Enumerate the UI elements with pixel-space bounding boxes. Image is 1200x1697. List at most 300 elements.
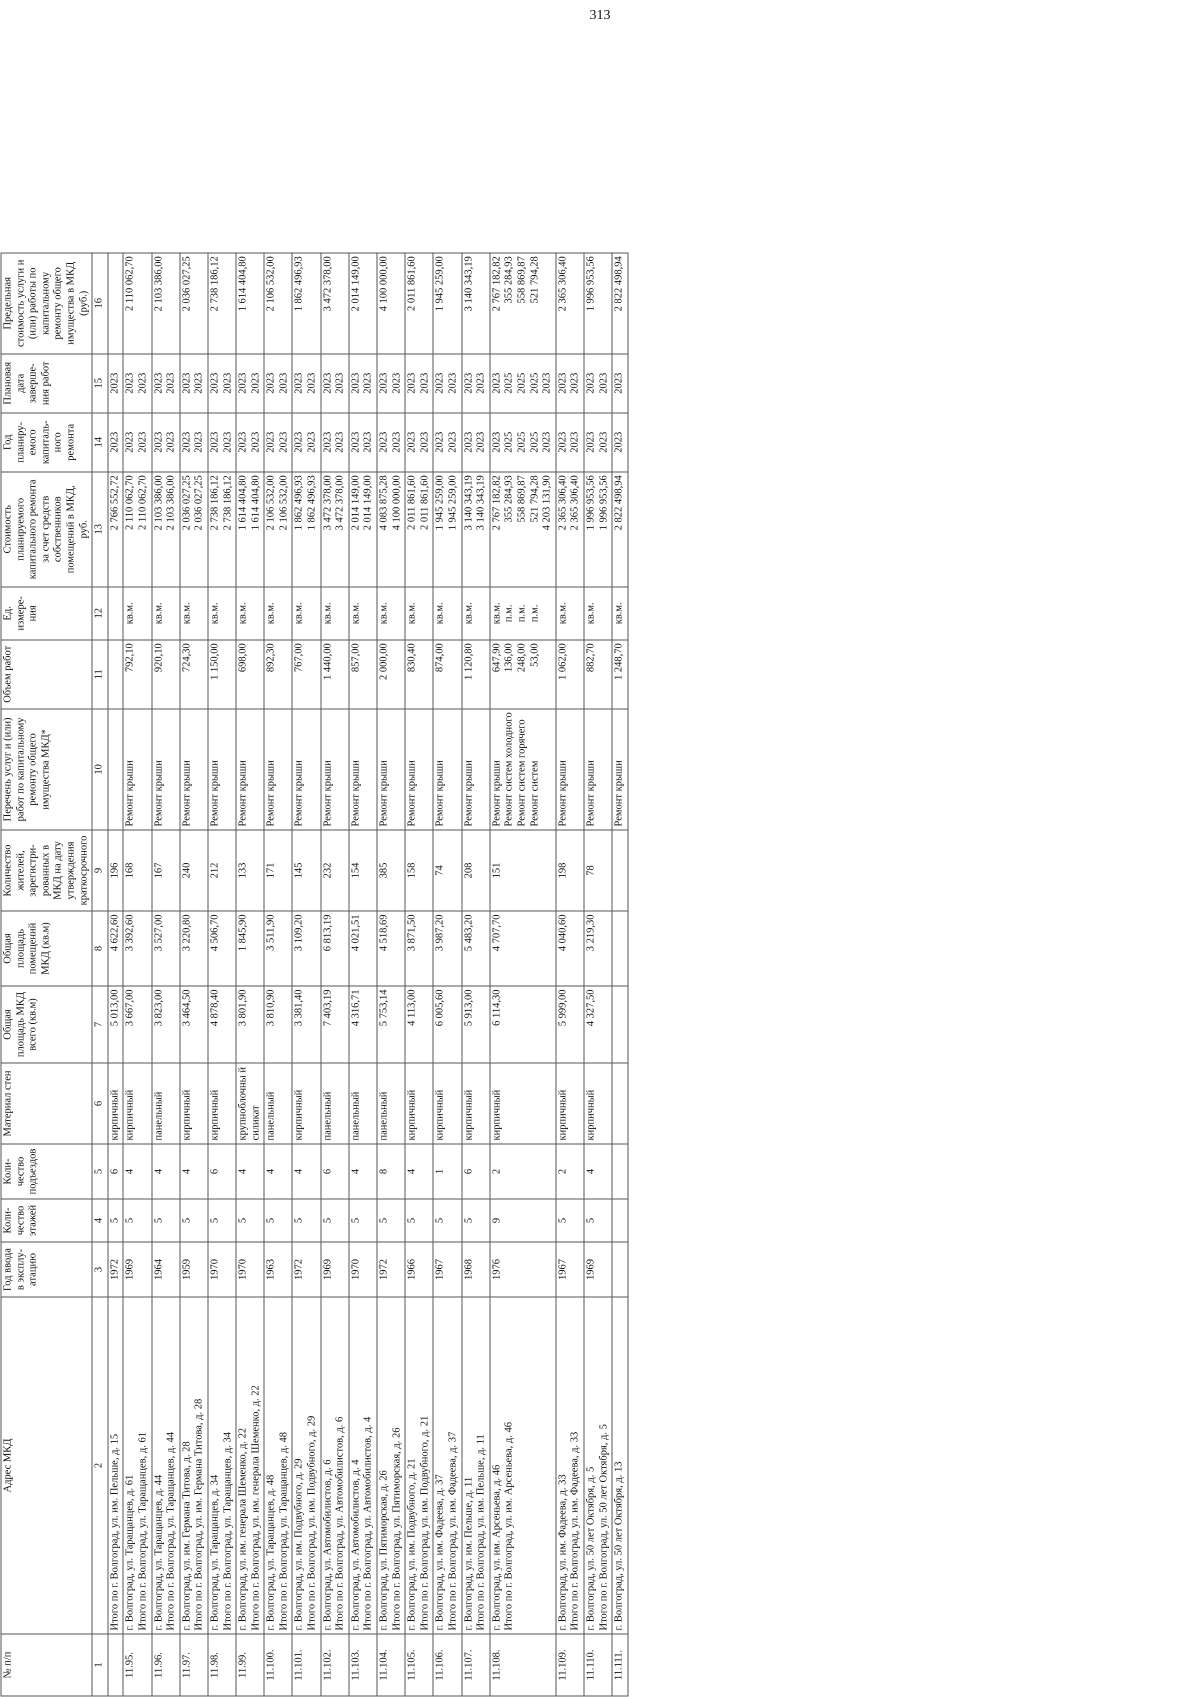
cost-limit: [321, 253, 349, 354]
column-header-15: Плановая дата заверше- ния работ: [1, 354, 92, 413]
unit: [490, 587, 556, 640]
floors: 5: [236, 1199, 264, 1242]
table-row: [556, 253, 584, 1696]
cost-limit-line: 355 284,93: [503, 256, 515, 304]
wall-material: панельный: [377, 1063, 405, 1144]
total-area: 3 381,40: [292, 986, 320, 1063]
work-volume-line: 1 150,00: [209, 643, 221, 681]
completion-year-line: 2023: [598, 372, 610, 394]
entrances: 6: [208, 1144, 236, 1199]
premises-area: 3 109,20: [292, 911, 320, 986]
cost-limit-line: 2 014 149,00: [350, 256, 362, 312]
works-list: [152, 709, 180, 830]
column-header-3: Год ввода в эксплу- атацию: [1, 1242, 92, 1297]
premises-area: 3 219,30: [584, 911, 612, 986]
table-row: [321, 253, 349, 1696]
unit: [612, 587, 628, 640]
completion-year-line: 2023: [109, 372, 121, 394]
completion-year-line: 2023: [250, 372, 262, 394]
cost-limit-line: 2 103 386,00: [153, 256, 165, 312]
address: [264, 1297, 292, 1634]
total-area: 3 801,90: [236, 986, 264, 1063]
table-row: [180, 253, 208, 1696]
column-number-15: 15: [92, 354, 108, 413]
address-total-line: Итого по г. Волгоград, ул. им. Арсеньева, д. 46: [503, 1422, 515, 1631]
total-area: 6 005,60: [433, 986, 461, 1063]
cost-limit: [349, 253, 377, 354]
premises-area: [612, 911, 628, 986]
column-header-1: № п/п: [1, 1634, 92, 1696]
unit: [180, 587, 208, 640]
floors: 9: [490, 1199, 556, 1242]
wall-material: панельный: [152, 1063, 180, 1144]
repair-year-line: 2023: [322, 431, 334, 453]
work-volume-line: 2 000,00: [378, 643, 390, 681]
wall-material: кирпичный: [556, 1063, 584, 1144]
completion-year-line: 2023: [293, 372, 305, 394]
row-number: 11.103.: [349, 1634, 377, 1696]
planned-cost-line: 3 140 343,19: [463, 475, 475, 531]
entrances: 4: [180, 1144, 208, 1199]
commission-year: [612, 1242, 628, 1297]
works-list-line: Ремонт крыши: [378, 760, 390, 827]
entrances: 4: [152, 1144, 180, 1199]
address-line: г. Волгоград, ул. Таращанцев, д. 61: [124, 1474, 136, 1631]
work-volume-line: 53,00: [529, 643, 541, 667]
address-total-line: Итого по г. Волгоград, ул. Таращанцев, д. 48: [278, 1432, 290, 1631]
completion-year-line: 2023: [265, 372, 277, 394]
commission-year: 1964: [152, 1242, 180, 1297]
planned-cost-line: 2 103 386,00: [153, 475, 165, 531]
work-volume-line: 698,00: [237, 643, 249, 673]
repair-year-line: 2023: [350, 431, 362, 453]
repair-year: [264, 413, 292, 472]
address-line: г. Волгоград, ул. Автомобилистов, д. 6: [322, 1459, 334, 1631]
table-row: [108, 253, 124, 1696]
column-header-8: Общая площадь помещений МКД (кв.м): [1, 911, 92, 986]
unit-line: кв.м.: [237, 602, 249, 625]
work-volume: [433, 640, 461, 709]
unit-line: кв.м.: [557, 602, 569, 625]
completion-year: [556, 354, 584, 413]
row-number: 11.106.: [433, 1634, 461, 1696]
commission-year: 1967: [433, 1242, 461, 1297]
row-number: 11.102.: [321, 1634, 349, 1696]
premises-area: 5 483,20: [462, 911, 490, 986]
premises-area: 6 813,19: [321, 911, 349, 986]
repair-year-line: 2023: [153, 431, 165, 453]
wall-material: кирпичный: [433, 1063, 461, 1144]
work-volume-line: 892,30: [265, 643, 277, 673]
completion-year: [321, 354, 349, 413]
wall-material: кирпичный: [180, 1063, 208, 1144]
repair-year: [123, 413, 151, 472]
cost-limit-line: 2 110 062,70: [124, 256, 136, 312]
completion-year-line: 2023: [419, 372, 431, 394]
commission-year: 1963: [264, 1242, 292, 1297]
unit-line: п.м.: [503, 604, 515, 623]
repair-year: [433, 413, 461, 472]
work-volume-line: 882,70: [585, 643, 597, 673]
address: [321, 1297, 349, 1634]
planned-cost-line: 2 103 386,00: [165, 475, 177, 531]
cost-limit: [292, 253, 320, 354]
repair-year-line: 2023: [447, 431, 459, 453]
residents: 212: [208, 830, 236, 911]
completion-year-line: 2023: [362, 372, 374, 394]
commission-year: 1972: [292, 1242, 320, 1297]
unit-line: кв.м.: [181, 602, 193, 625]
entrances: 2: [490, 1144, 556, 1199]
address-line: г. Волгоград, ул. 50 лет Октября, д. 13: [613, 1461, 625, 1631]
works-list-line: Ремонт крыши: [585, 760, 597, 827]
completion-year-line: 2023: [209, 372, 221, 394]
cost-limit: [108, 253, 124, 354]
planned-cost: [208, 472, 236, 587]
column-number-6: 6: [92, 1063, 108, 1144]
cost-limit: [405, 253, 433, 354]
planned-cost-line: 1 862 496,93: [293, 475, 305, 531]
planned-cost: [349, 472, 377, 587]
works-list: [490, 709, 556, 830]
wall-material: панельный: [349, 1063, 377, 1144]
header-row: [1, 253, 92, 1696]
cost-limit-line: 2 011 861,60: [406, 256, 418, 312]
completion-year-line: 2023: [406, 372, 418, 394]
completion-year: [208, 354, 236, 413]
address-line: г. Волгоград, ул. им. Подвубного, д. 29: [293, 1458, 305, 1631]
floors: 5: [462, 1199, 490, 1242]
works-list-line: Ремонт крыши: [181, 760, 193, 827]
planned-cost-line: 355 284,93: [503, 475, 515, 523]
total-area: 3 823,00: [152, 986, 180, 1063]
repair-year: [405, 413, 433, 472]
premises-area: 4 622,60: [108, 911, 124, 986]
row-number: 11.96.: [152, 1634, 180, 1696]
column-number-4: 4: [92, 1199, 108, 1242]
repair-year: [108, 413, 124, 472]
entrances: 4: [584, 1144, 612, 1199]
row-number: 11.104.: [377, 1634, 405, 1696]
address: [236, 1297, 264, 1634]
completion-year-line: 2023: [165, 372, 177, 394]
column-number-5: 5: [92, 1144, 108, 1199]
completion-year-line: 2023: [447, 372, 459, 394]
works-list-line: Ремонт крыши: [153, 760, 165, 827]
table-row: [612, 253, 628, 1696]
total-area: 4 113,00: [405, 986, 433, 1063]
work-volume-line: 136,00: [503, 643, 515, 673]
repair-year-line: 2023: [265, 431, 277, 453]
address-total-line: Итого по г. Волгоград, ул. Автомобилистов, д. 4: [362, 1416, 374, 1631]
residents: 208: [462, 830, 490, 911]
planned-cost-line: 2 014 149,00: [350, 475, 362, 531]
works-list-line: Ремонт крыши: [613, 760, 625, 827]
works-list: [108, 709, 124, 830]
address-total-line: Итого по г. Волгоград, ул. 50 лет Октября, д. 5: [598, 1424, 610, 1631]
table-row: [123, 253, 151, 1696]
cost-limit: [123, 253, 151, 354]
residents: 198: [556, 830, 584, 911]
repair-register-table: [1, 252, 629, 1696]
works-list-line: Ремонт крыши: [293, 760, 305, 827]
completion-year-line: 2023: [137, 372, 149, 394]
unit: [208, 587, 236, 640]
column-number-3: 3: [92, 1242, 108, 1297]
wall-material: панельный: [321, 1063, 349, 1144]
completion-year: [490, 354, 556, 413]
repair-year-line: 2023: [193, 431, 205, 453]
cost-limit: [490, 253, 556, 354]
planned-cost-line: 4 083 875,28: [378, 475, 390, 531]
works-list: [433, 709, 461, 830]
works-list: [612, 709, 628, 830]
column-number-12: 12: [92, 587, 108, 640]
unit: [377, 587, 405, 640]
planned-cost-line: 2 110 062,70: [124, 475, 136, 531]
repair-year-line: 2023: [585, 431, 597, 453]
repair-year: [180, 413, 208, 472]
commission-year: 1959: [180, 1242, 208, 1297]
address-total-line: Итого по г. Волгоград, ул. им. Пельше, д. 11: [475, 1434, 487, 1631]
repair-year: [462, 413, 490, 472]
row-number: 11.108.: [490, 1634, 556, 1696]
works-list: [584, 709, 612, 830]
repair-year: [208, 413, 236, 472]
works-list: [556, 709, 584, 830]
address: [152, 1297, 180, 1634]
completion-year-line: 2023: [491, 372, 503, 394]
entrances: 8: [377, 1144, 405, 1199]
cost-limit-line: 1 862 496,93: [293, 256, 305, 312]
address-line: г. Волгоград, ул. Таращанцев, д. 34: [209, 1474, 221, 1631]
unit: [584, 587, 612, 640]
wall-material: кирпичный: [208, 1063, 236, 1144]
column-number-10: 10: [92, 709, 108, 830]
cost-limit-line: 4 100 000,00: [378, 256, 390, 312]
floors: 5: [321, 1199, 349, 1242]
row-number: 11.109.: [556, 1634, 584, 1696]
unit-line: п.м.: [529, 604, 541, 623]
works-list: [405, 709, 433, 830]
row-number: [108, 1634, 124, 1696]
works-list: [377, 709, 405, 830]
residents: 167: [152, 830, 180, 911]
work-volume-line: 1 120,80: [463, 643, 475, 681]
planned-cost: [152, 472, 180, 587]
repair-year: [236, 413, 264, 472]
repair-year: [377, 413, 405, 472]
address: [490, 1297, 556, 1634]
total-area: 4 327,50: [584, 986, 612, 1063]
cost-limit-line: 558 869,87: [516, 256, 528, 304]
unit-line: кв.м.: [124, 602, 136, 625]
repair-year: [612, 413, 628, 472]
total-area: 5 753,14: [377, 986, 405, 1063]
completion-year: [264, 354, 292, 413]
table-row: [462, 253, 490, 1696]
wall-material: [612, 1063, 628, 1144]
completion-year-line: 2023: [463, 372, 475, 394]
address-line: г. Волгоград, ул. им. Фадеева, д. 33: [557, 1474, 569, 1631]
works-list: [236, 709, 264, 830]
address-line: г. Волгоград, ул. им. Арсеньева, д. 46: [491, 1464, 503, 1631]
column-header-12: Ед. измере- ния: [1, 587, 92, 640]
works-list-line: Ремонт крыши: [406, 760, 418, 827]
entrances: 1: [433, 1144, 461, 1199]
completion-year-line: 2023: [391, 372, 403, 394]
completion-year-line: 2025: [516, 372, 528, 394]
unit-line: кв.м.: [265, 602, 277, 625]
works-list: [264, 709, 292, 830]
completion-year: [108, 354, 124, 413]
floors: 5: [108, 1199, 124, 1242]
repair-year-line: 2023: [613, 431, 625, 453]
works-list-line: Ремонт крыши: [237, 760, 249, 827]
unit-line: кв.м.: [293, 602, 305, 625]
work-volume: [405, 640, 433, 709]
cost-limit-line: 1 614 404,80: [237, 256, 249, 312]
row-number: 11.100.: [264, 1634, 292, 1696]
planned-cost: [490, 472, 556, 587]
planned-cost-line: 1 614 404,80: [237, 475, 249, 531]
cost-limit: [180, 253, 208, 354]
planned-cost-line: 2 365 306,40: [557, 475, 569, 531]
total-area: 5 013,00: [108, 986, 124, 1063]
address-line: г. Волгоград, ул. им. Пельше, д. 11: [463, 1476, 475, 1631]
table-row: [584, 253, 612, 1696]
cost-limit-line: 3 140 343,19: [463, 256, 475, 312]
work-volume: [152, 640, 180, 709]
repair-year-line: 2025: [516, 431, 528, 453]
completion-year: [152, 354, 180, 413]
repair-year-line: 2023: [557, 431, 569, 453]
address: [208, 1297, 236, 1634]
completion-year: [123, 354, 151, 413]
unit-line: кв.м.: [434, 602, 446, 625]
table-row: [236, 253, 264, 1696]
cost-limit-line: 1 996 953,56: [585, 256, 597, 312]
table-row: [405, 253, 433, 1696]
work-volume: [556, 640, 584, 709]
floors: 5: [556, 1199, 584, 1242]
column-number-7: 7: [92, 986, 108, 1063]
completion-year-line: 2023: [557, 372, 569, 394]
work-volume: [264, 640, 292, 709]
floors: 5: [584, 1199, 612, 1242]
floors: 5: [377, 1199, 405, 1242]
premises-area: 3 220,80: [180, 911, 208, 986]
planned-cost: [264, 472, 292, 587]
wall-material: кирпичный: [405, 1063, 433, 1144]
work-volume: [236, 640, 264, 709]
planned-cost-line: 4 203 131,90: [541, 475, 553, 531]
premises-area: 4 040,60: [556, 911, 584, 986]
repair-year-line: 2023: [306, 431, 318, 453]
completion-year-line: 2025: [529, 372, 541, 394]
work-volume-line: 830,40: [406, 643, 418, 673]
entrances: 6: [108, 1144, 124, 1199]
residents: 145: [292, 830, 320, 911]
entrances: 4: [349, 1144, 377, 1199]
cost-limit: [556, 253, 584, 354]
column-header-11: Объем работ: [1, 640, 92, 709]
works-list-line: Ремонт крыши: [557, 760, 569, 827]
repair-year: [556, 413, 584, 472]
entrances: 4: [405, 1144, 433, 1199]
repair-year-line: 2023: [165, 431, 177, 453]
repair-year-line: 2023: [278, 431, 290, 453]
floors: 5: [405, 1199, 433, 1242]
completion-year: [405, 354, 433, 413]
residents: 385: [377, 830, 405, 911]
planned-cost: [292, 472, 320, 587]
works-list-line: Ремонт крыши: [434, 760, 446, 827]
unit: [433, 587, 461, 640]
rotated-table-area: [1, 0, 1171, 1697]
address: [180, 1297, 208, 1634]
commission-year: 1970: [349, 1242, 377, 1297]
total-area: 3 810,90: [264, 986, 292, 1063]
entrances: 6: [321, 1144, 349, 1199]
completion-year-line: 2023: [350, 372, 362, 394]
completion-year-line: 2023: [541, 372, 553, 394]
planned-cost: [405, 472, 433, 587]
work-volume-line: 647,90: [491, 643, 503, 673]
works-list: [123, 709, 151, 830]
works-list-line: Ремонт крыши: [124, 760, 136, 827]
total-area: 5 999,00: [556, 986, 584, 1063]
column-header-16: Предельная стоимость услуги и (или) работы по капитальному ремонту общего имущества в МКД (руб.): [1, 253, 92, 354]
row-number: 11.111.: [612, 1634, 628, 1696]
works-list-line: Ремонт крыши: [322, 760, 334, 827]
repair-year-line: 2025: [529, 431, 541, 453]
column-header-14: Год планиру- емого капиталь- ного ремонта: [1, 413, 92, 472]
works-list: [208, 709, 236, 830]
total-area: [612, 986, 628, 1063]
premises-area: 4 506,70: [208, 911, 236, 986]
repair-year-line: 2023: [293, 431, 305, 453]
address: [349, 1297, 377, 1634]
column-header-2: Адрес МКД: [1, 1297, 92, 1634]
planned-cost-line: 1 862 496,93: [306, 475, 318, 531]
unit-line: п.м.: [516, 604, 528, 623]
address-line: г. Волгоград, ул. им. Фадеева, д. 37: [434, 1474, 446, 1631]
repair-year-line: 2023: [378, 431, 390, 453]
planned-cost-line: 1 996 953,56: [585, 475, 597, 531]
premises-area: 4 021,51: [349, 911, 377, 986]
works-list-line: Ремонт крыши: [463, 760, 475, 827]
address: [584, 1297, 612, 1634]
unit-line: кв.м.: [613, 602, 625, 625]
completion-year-line: 2023: [378, 372, 390, 394]
premises-area: 3 871,50: [405, 911, 433, 986]
address-total-line: Итого по г. Волгоград, ул. им. генерала Шеменко, д. 22: [250, 1385, 262, 1631]
commission-year: 1976: [490, 1242, 556, 1297]
planned-cost-line: 2 738 186,12: [209, 475, 221, 531]
repair-year-line: 2025: [503, 431, 515, 453]
repair-year-line: 2023: [434, 431, 446, 453]
column-number-1: 1: [92, 1634, 108, 1696]
work-volume: [490, 640, 556, 709]
repair-year: [349, 413, 377, 472]
cost-limit-line: 2 106 532,00: [265, 256, 277, 312]
repair-year-line: 2023: [237, 431, 249, 453]
floors: 5: [349, 1199, 377, 1242]
premises-area: 3 392,60: [123, 911, 151, 986]
work-volume: [180, 640, 208, 709]
column-number-11: 11: [92, 640, 108, 709]
